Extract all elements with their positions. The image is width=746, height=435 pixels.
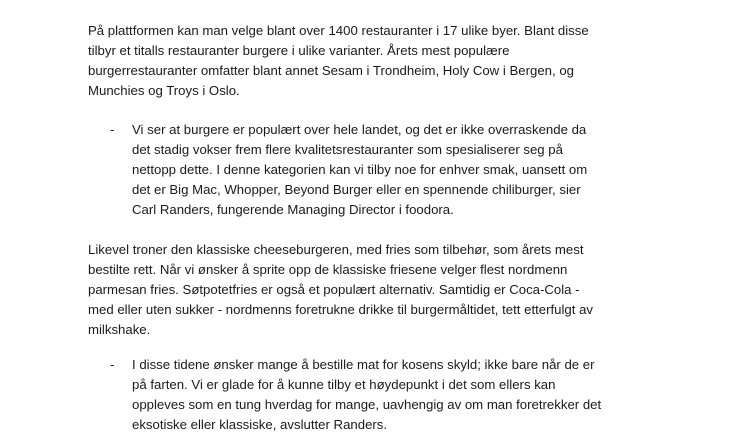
paragraph-line: burgerrestauranter omfatter blant annet Sesam i Trondheim, Holy Cow i Bergen, og [88,63,574,78]
bullet-text [132,120,672,220]
paragraph-line: På plattformen kan man velge blant over 1400 restauranter i 17 ulike byer. Blant disse [88,23,589,38]
bullet-text [132,355,672,435]
bullet-line: Carl Randers, fungerende Managing Director i foodora. [132,202,454,217]
bullet-line: det stadig vokser frem flere kvalitetsrestauranter som spesialiserer seg på [132,142,563,157]
paragraph-line: Likevel troner den klassiske cheeseburgeren, med fries som tilbehør, som årets mest [88,242,584,257]
bullet-marker: - [110,122,115,137]
bullet-line: I disse tidene ønsker mange å bestille mat for kosens skyld; ikke bare når de er [132,357,595,372]
bullet-marker: - [110,357,115,372]
paragraph-line: med eller uten sukker - nordmenns foretrukne drikke til burgermåltidet, tett etterfulgt av [88,302,594,317]
paragraph-line: parmesan fries. Søtpotetfries er også et populært alternativ. Samtidig er Coca-Cola - [88,282,580,297]
paragraph-line: bestilte rett. Når vi ønsker å sprite opp de klassiske friesene velger flest nordmenn [88,262,568,277]
paragraph-line: Munchies og Troys i Oslo. [88,83,240,98]
paragraph-platform-restaurants [88,21,648,101]
bullet-line: det er Big Mac, Whopper, Beyond Burger eller en spennende chiliburger, sier [132,182,581,197]
bullet-line: eksotiske eller klassiske, avslutter Randers. [132,417,388,432]
bullet-line: på farten. Vi er glade for å kunne tilby et høydepunkt i det som ellers kan [132,377,556,392]
bullet-line: oppleves som en tung hverdag for mange, uavhengig av om man foretrekker det [132,397,602,412]
paragraph-line: tilbyr et titalls restauranter burgere i ulike varianter. Årets mest populære [88,43,510,58]
bullet-line: Vi ser at burgere er populært over hele landet, og det er ikke overraskende da [132,122,587,137]
paragraph-cheeseburger [88,240,648,340]
bullet-line: nettopp dette. I denne kategorien kan vi tilby noe for enhver smak, uansett om [132,162,588,177]
paragraph-line: milkshake. [88,322,151,337]
